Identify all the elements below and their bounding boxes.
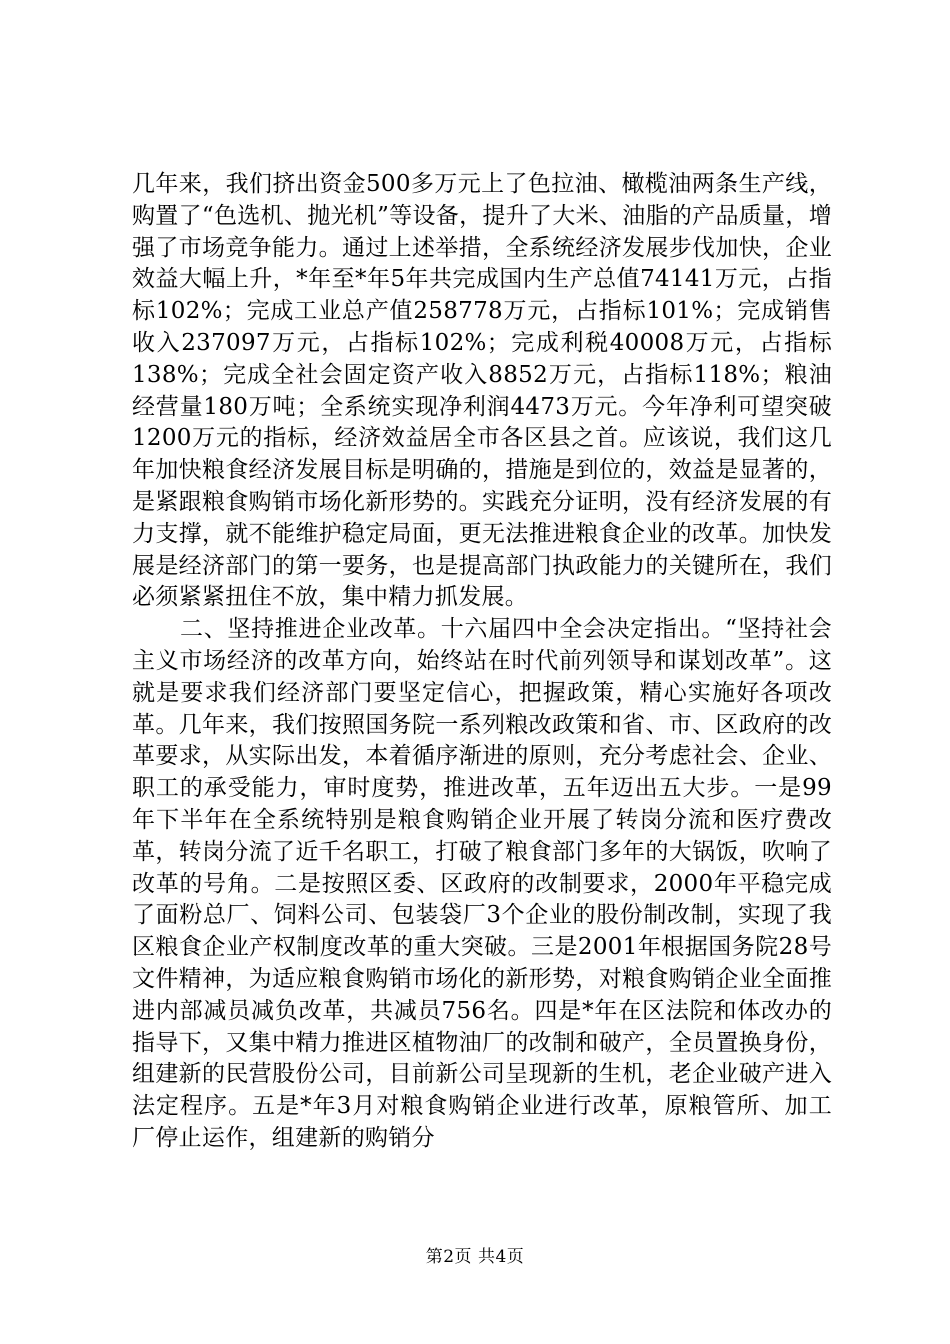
page-footer xyxy=(0,1246,950,1268)
document-body xyxy=(132,169,832,1155)
paragraph-enterprise-reform: 二、坚持推进企业改革。十六届四中全会决定指出。“坚持社会主义市场经济的改革方向，始终站在时代前列领导和谋划改革”。这就是要求我们经济部门要坚定信心，把握政策，精心实施好各项改革。几年来，我们按照国务院一系列粮改政策和省、市、区政府的改革要求，从实际出发，本着循序渐进的原则，充分考虑社会、企业、职工的承受能力，审时度势，推进改革，五年迈出五大步。一是99年下半年在全系统特别是粮食购销企业开展了转岗分流和医疗费改革，转岗分流了近千名职工，打破了粮食部门多年的大锅饭，吹响了改革的号角。二是按照区委、区政府的改制要求，2000年平稳完成了面粉总厂、饲料公司、包装袋厂3个企业的股份制改制，实现了我区粮食企业产权制度改革的重大突破。三是2001年根据国务院28号文件精神，为适应粮食购销市场化的新形势，对粮食购销企业全面推进内部减员减负改革，共减员756名。四是*年在区法院和体改办的指导下，又集中精力推进区植物油厂的改制和破产，全员置换身份，组建新的民营股份公司，目前新公司呈现新的生机，老企业破产进入法定程序。五是*年3月对粮食购销企业进行改革，原粮管所、加工厂停止运作，组建新的购销分 xyxy=(132,616,832,1151)
paragraph-development-results: 几年来，我们挤出资金500多万元上了色拉油、橄榄油两条生产线，购置了“色选机、抛光机”等设备，提升了大米、油脂的产品质量，增强了市场竞争能力。通过上述举措，全系统经济发展步伐加快，企业效益大幅上升，*年至*年5年共完成国内生产总值74141万元，占指标102%；完成工业总产值258778万元，占指标101%；完成销售收入237097万元，占指标102%；完成利税40008万元，占指标138%；完成全社会固定资产收入8852万元，占指标118%；粮油经营量180万吨；全系统实现净利润4473万元。今年净利可望突破1200万元的指标，经济效益居全市各区县之首。应该说，我们这几年加快粮食经济发展目标是明确的，措施是到位的，效益是显著的，是紧跟粮食购销市场化新形势的。实践充分证明，没有经济发展的有力支撑，就不能维护稳定局面，更无法推进粮食企业的改革。加快发展是经济部门的第一要务，也是提高部门执政能力的关键所在，我们必须紧紧扭住不放，集中精力抓发展。 xyxy=(132,171,832,611)
page-number-label: 第2页 共4页 xyxy=(425,1247,525,1267)
